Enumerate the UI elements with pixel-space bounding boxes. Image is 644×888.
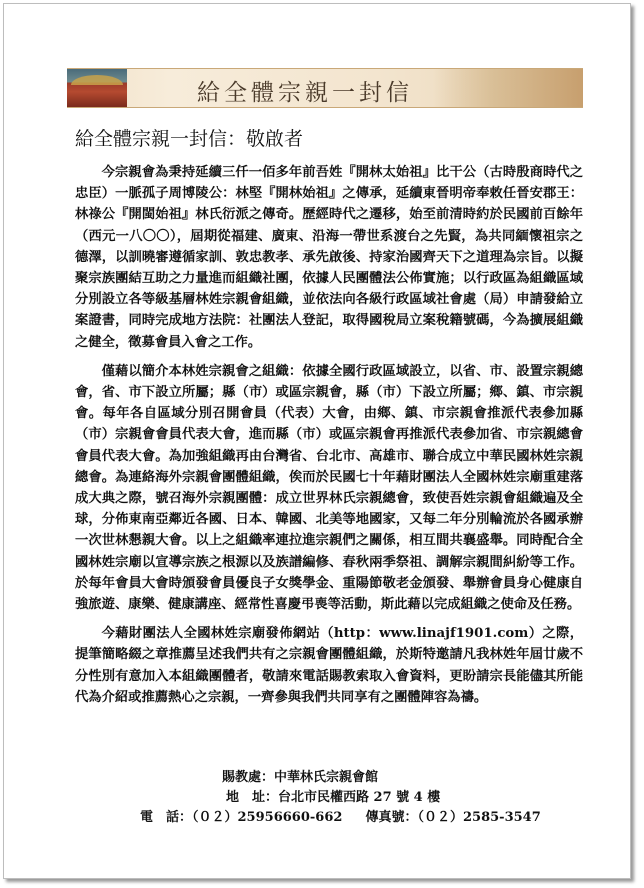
temple-roof-image: [67, 69, 127, 107]
letter-body: [75, 162, 583, 716]
office-value: 中華林氏宗親會館: [274, 770, 379, 785]
paragraph-invitation: 今藉財團法人全國林姓宗廟發佈網站（http：www.linajf1901.com）之際，提筆簡略綴之章推薦呈述我們共有之宗親會團體組織，於斯特邀請凡我林姓年屆廿歲不分性別有意加入本組織團體者，敬請來電話賜教索取入會資料，更盼請宗長能儘其所能代為介紹或推薦熱心之宗親，一齊參與我們共同享有之團體陣容為禱。: [75, 626, 583, 705]
address-label: 地 址：: [226, 790, 279, 805]
phone-row: [140, 808, 540, 828]
letter-heading: 給全體宗親一封信：敬啟者: [75, 128, 304, 150]
office-label: 賜教處：: [222, 770, 275, 785]
fax-label: 傳真號：: [365, 810, 418, 825]
banner-decoration: [433, 69, 583, 107]
paragraph-intro: 今宗親會為秉持延續三仟一佰多年前吾姓『開林太始祖』比干公（古時殷商時代之忠臣）一脈孤子周博陵公：林堅『開林始祖』之傳承，延續東晉明帝奉敕任晉安郡王：林祿公『開閩始祖』林氏衍派之傳奇。歷經時代之遷移，始至前清時約於民國前百餘年（西元一八〇〇），屆期從福建、廣東、沿海一帶世系渡台之先賢，為共同緬懷祖宗之德澤，以訓曉審遵循家訓、敦忠教孝、承先啟後、持家治國齊天下之道理為宗旨。以擬聚宗族團結互助之力量進而組織社團，依據人民團體法公佈實施；以行政區為組織區域分別設立各等級基層林姓宗親會組織，並依法向各級行政區域社會處（局）申請發給立案證書，同時完成地方法院：社團法人登記，取得國稅局立案稅籍號碼，今為擴展組織之健全，徵募會員入會之工作。: [75, 165, 583, 350]
office-row: [140, 768, 540, 788]
title-banner: [67, 68, 583, 108]
phone-label: 電 話：: [140, 810, 193, 825]
banner-title: 給全體宗親一封信: [197, 80, 413, 106]
address-value: 台北市民權西路 27 號 4 樓: [278, 790, 441, 805]
address-row: [140, 788, 540, 808]
phone-value: （０２）25956660-662: [192, 810, 343, 825]
contact-info: [140, 768, 540, 828]
paragraph-organization: 僅藉以簡介本林姓宗親會之組織：依據全國行政區域設立，以省、市、設置宗親總會，省、市下設立所屬；縣（市）或區宗親會，縣（市）下設立所屬；鄉、鎮、市宗親會。每年各自區域分別召開會員（代表）大會，由鄉、鎮、市宗親會推派代表參加縣（市）宗親會會員代表大會，進而縣（市）或區宗親會再推派代表參加省、市宗親總會會員代表大會。為加強組織再由台灣省、台北市、高雄市、聯合成立中華民國林姓宗親總會。為連絡海外宗親會團體組織，俟而於民國七十年藉財團法人全國林姓宗廟重建落成大典之際，號召海外宗親團體：成立世界林氏宗親總會，致使吾姓宗親會組織遍及全球，分佈東南亞鄰近各國、日本、韓國、北美等地國家，又每二年分別輪流於各國承辦一次世林懇親大會。以上之組織率連拉進宗親們之關係，相互間共襄盛舉。同時配合全國林姓宗廟以宣導宗族之根源以及族譜編修、春秋兩季祭祖、調解宗親間糾紛等工作。於每年會員大會時頒發會員優良子女獎學金、重陽節敬老金頒發、舉辦會員身心健康自強旅遊、康樂、健康講座、經常性喜慶弔喪等活動，斯此藉以完成組織之使命及任務。: [75, 363, 583, 613]
fax-value: （０２）2585-3547: [417, 810, 541, 825]
